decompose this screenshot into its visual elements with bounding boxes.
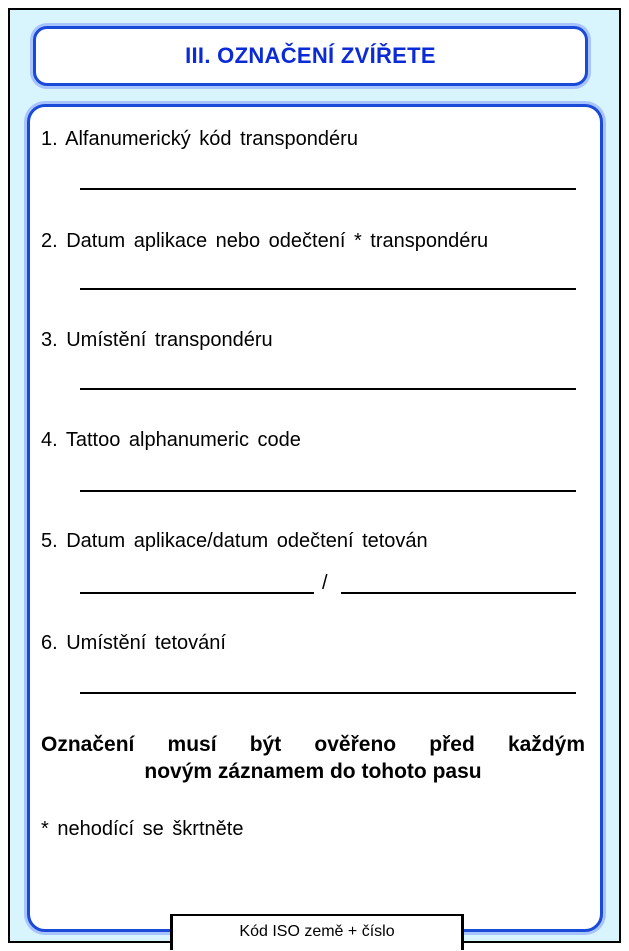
transponder-date-input-line[interactable]	[80, 288, 576, 290]
tattoo-reading-date-input-line[interactable]	[341, 592, 576, 594]
field-label-tattoo-code: 4. Tattoo alphanumeric code	[41, 429, 301, 451]
footnote: * nehodící se škrtněte	[41, 818, 244, 840]
tattoo-location-input-line[interactable]	[80, 692, 576, 694]
tattoo-application-date-input-line[interactable]	[80, 592, 314, 594]
form-content-box	[27, 104, 603, 932]
transponder-location-input-line[interactable]	[80, 388, 576, 390]
verification-notice	[41, 731, 585, 785]
section-title: III. OZNAČENÍ ZVÍŘETE	[185, 43, 436, 68]
field-label-tattoo-dates: 5. Datum aplikace/datum odečtení tetován	[41, 530, 428, 552]
notice-line-2: novým záznamem do tohoto pasu	[144, 760, 482, 783]
iso-country-code-box	[170, 914, 464, 948]
field-label-transponder-date: 2. Datum aplikace nebo odečtení * transpondéru	[41, 230, 489, 252]
notice-line-1: Označení musí být ověřeno před každým	[41, 733, 585, 756]
field-label-transponder-location: 3. Umístění transpondéru	[41, 329, 273, 351]
iso-country-code-label: Kód ISO země + číslo	[239, 923, 395, 940]
tattoo-code-input-line[interactable]	[80, 490, 576, 492]
transponder-code-input-line[interactable]	[80, 188, 576, 190]
section-title-box	[33, 26, 588, 86]
field-label-tattoo-location: 6. Umístění tetování	[41, 632, 226, 654]
field-label-transponder-code: 1. Alfanumerický kód transpondéru	[41, 128, 358, 150]
date-separator: /	[322, 572, 328, 594]
